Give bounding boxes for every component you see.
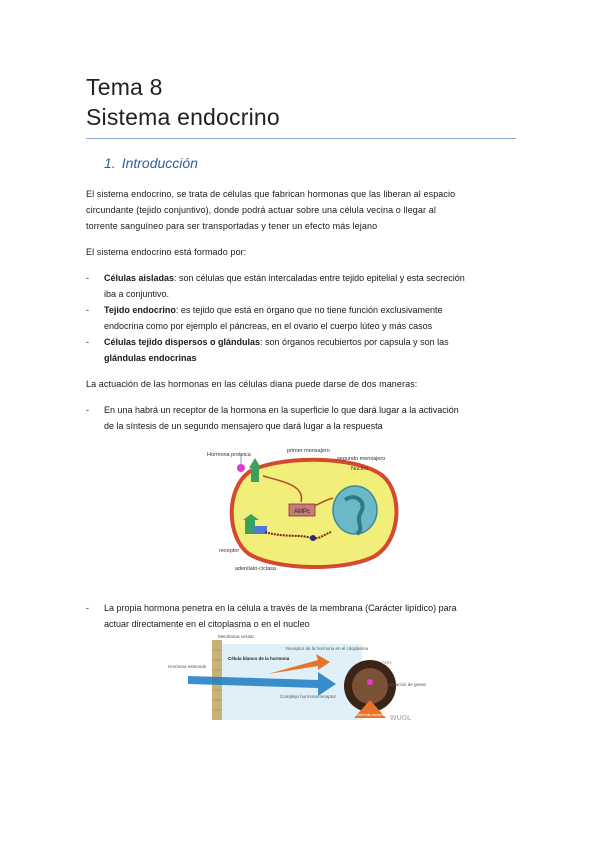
doc-title-line2: Sistema endocrino: [86, 104, 280, 130]
receptor-label: receptor: [219, 548, 240, 554]
bullet-dash: -: [86, 405, 89, 415]
proteins-label: Proteínas inducidas por la hormona: [354, 712, 418, 717]
steroid-hormone-diagram: [168, 630, 427, 724]
cyto-receptor-label: Receptor de la hormona en el citoplasma: [286, 646, 369, 651]
target-cell-label: Célula blanco de la hormona: [228, 656, 290, 661]
title-divider: [86, 138, 516, 139]
bullet-dash: -: [86, 337, 89, 347]
intro-line3: torrente sanguíneo para ser transportadas y tener un efecto más lejano: [86, 221, 378, 231]
watermark-text: WUOL: [390, 715, 412, 722]
list-item-term: Células aisladas: [104, 273, 175, 283]
hormone-label: Hormona proteica: [207, 452, 251, 458]
section-number: 1.: [104, 155, 116, 171]
section-title: Introducción: [121, 155, 198, 171]
mechanism-line: de la síntesis de un segundo mensajero que dará lugar a la respuesta: [104, 421, 383, 431]
nucleus-label: Núcleo: [351, 466, 369, 472]
second-messenger-label: segundo mensajero: [337, 456, 386, 462]
bullet-dash: -: [86, 273, 89, 283]
actuation-paragraph: La actuación de las hormonas en las células diana puede darse de dos maneras:: [86, 379, 418, 389]
steroid-label: Hormona esteroide: [168, 664, 207, 669]
formed-by-paragraph: El sistema endocrino está formado por:: [86, 247, 247, 257]
protein-hormone-diagram: [205, 442, 405, 574]
mechanism-line: actuar directamente en el citoplasma o en el nucleo: [104, 619, 310, 629]
cyclase-label: adenilato-ciclasa: [235, 566, 276, 572]
list-item-term: Células tejido dispersos o glándulas: [104, 337, 261, 347]
list-item: [104, 302, 524, 318]
bullet-dash: -: [86, 603, 89, 613]
list-item: [104, 334, 524, 350]
mechanism-line: La propia hormona penetra en la célula a través de la membrana (Carácter lipídico) para: [104, 603, 457, 613]
intro-line2: circundante (tejido conjuntivo), donde podrá actuar sobre una célula vecina o llegar al: [86, 205, 436, 215]
list-item-term: glándulas endocrinas: [104, 353, 197, 363]
nucleus-shape: [333, 486, 377, 534]
first-messenger-label: primer mensajero: [287, 448, 330, 454]
hormone-dot: [237, 464, 245, 472]
list-item-cont: [104, 350, 524, 366]
doc-title-line1: Tema 8: [86, 74, 163, 100]
adn-label: ADN: [382, 660, 392, 665]
membrane-label: Membrana celular: [218, 634, 255, 639]
intro-line1: El sistema endocrino, se trata de células que fabrican hormonas que las liberan al espacio: [86, 189, 456, 199]
list-item-text: : son órganos recubiertos por capsula y son las: [260, 337, 449, 347]
complex-label: Complejo hormona-receptor: [280, 694, 337, 699]
list-item-text: : son células que están intercaladas entre tejido epitelial y esta secreción: [174, 273, 465, 283]
list-item-cont: endocrina como por ejemplo el páncreas, en el ovario el cuerpo lúteo y más casos: [104, 321, 433, 331]
mechanism-line: En una habrá un receptor de la hormona en la superficie lo que dará lugar a la activación: [104, 405, 459, 415]
section-heading: [104, 155, 198, 171]
activation-label: Activación de genes: [386, 682, 427, 687]
list-item: [104, 270, 524, 286]
list-item-term: Tejido endocrino: [104, 305, 176, 315]
list-item-cont: iba a conjuntivo.: [104, 289, 170, 299]
bullet-dash: -: [86, 305, 89, 315]
list-item-text: : es tejido que está en órgano que no tiene función exclusivamente: [175, 305, 443, 315]
ampc-label: AMPc: [293, 509, 311, 515]
